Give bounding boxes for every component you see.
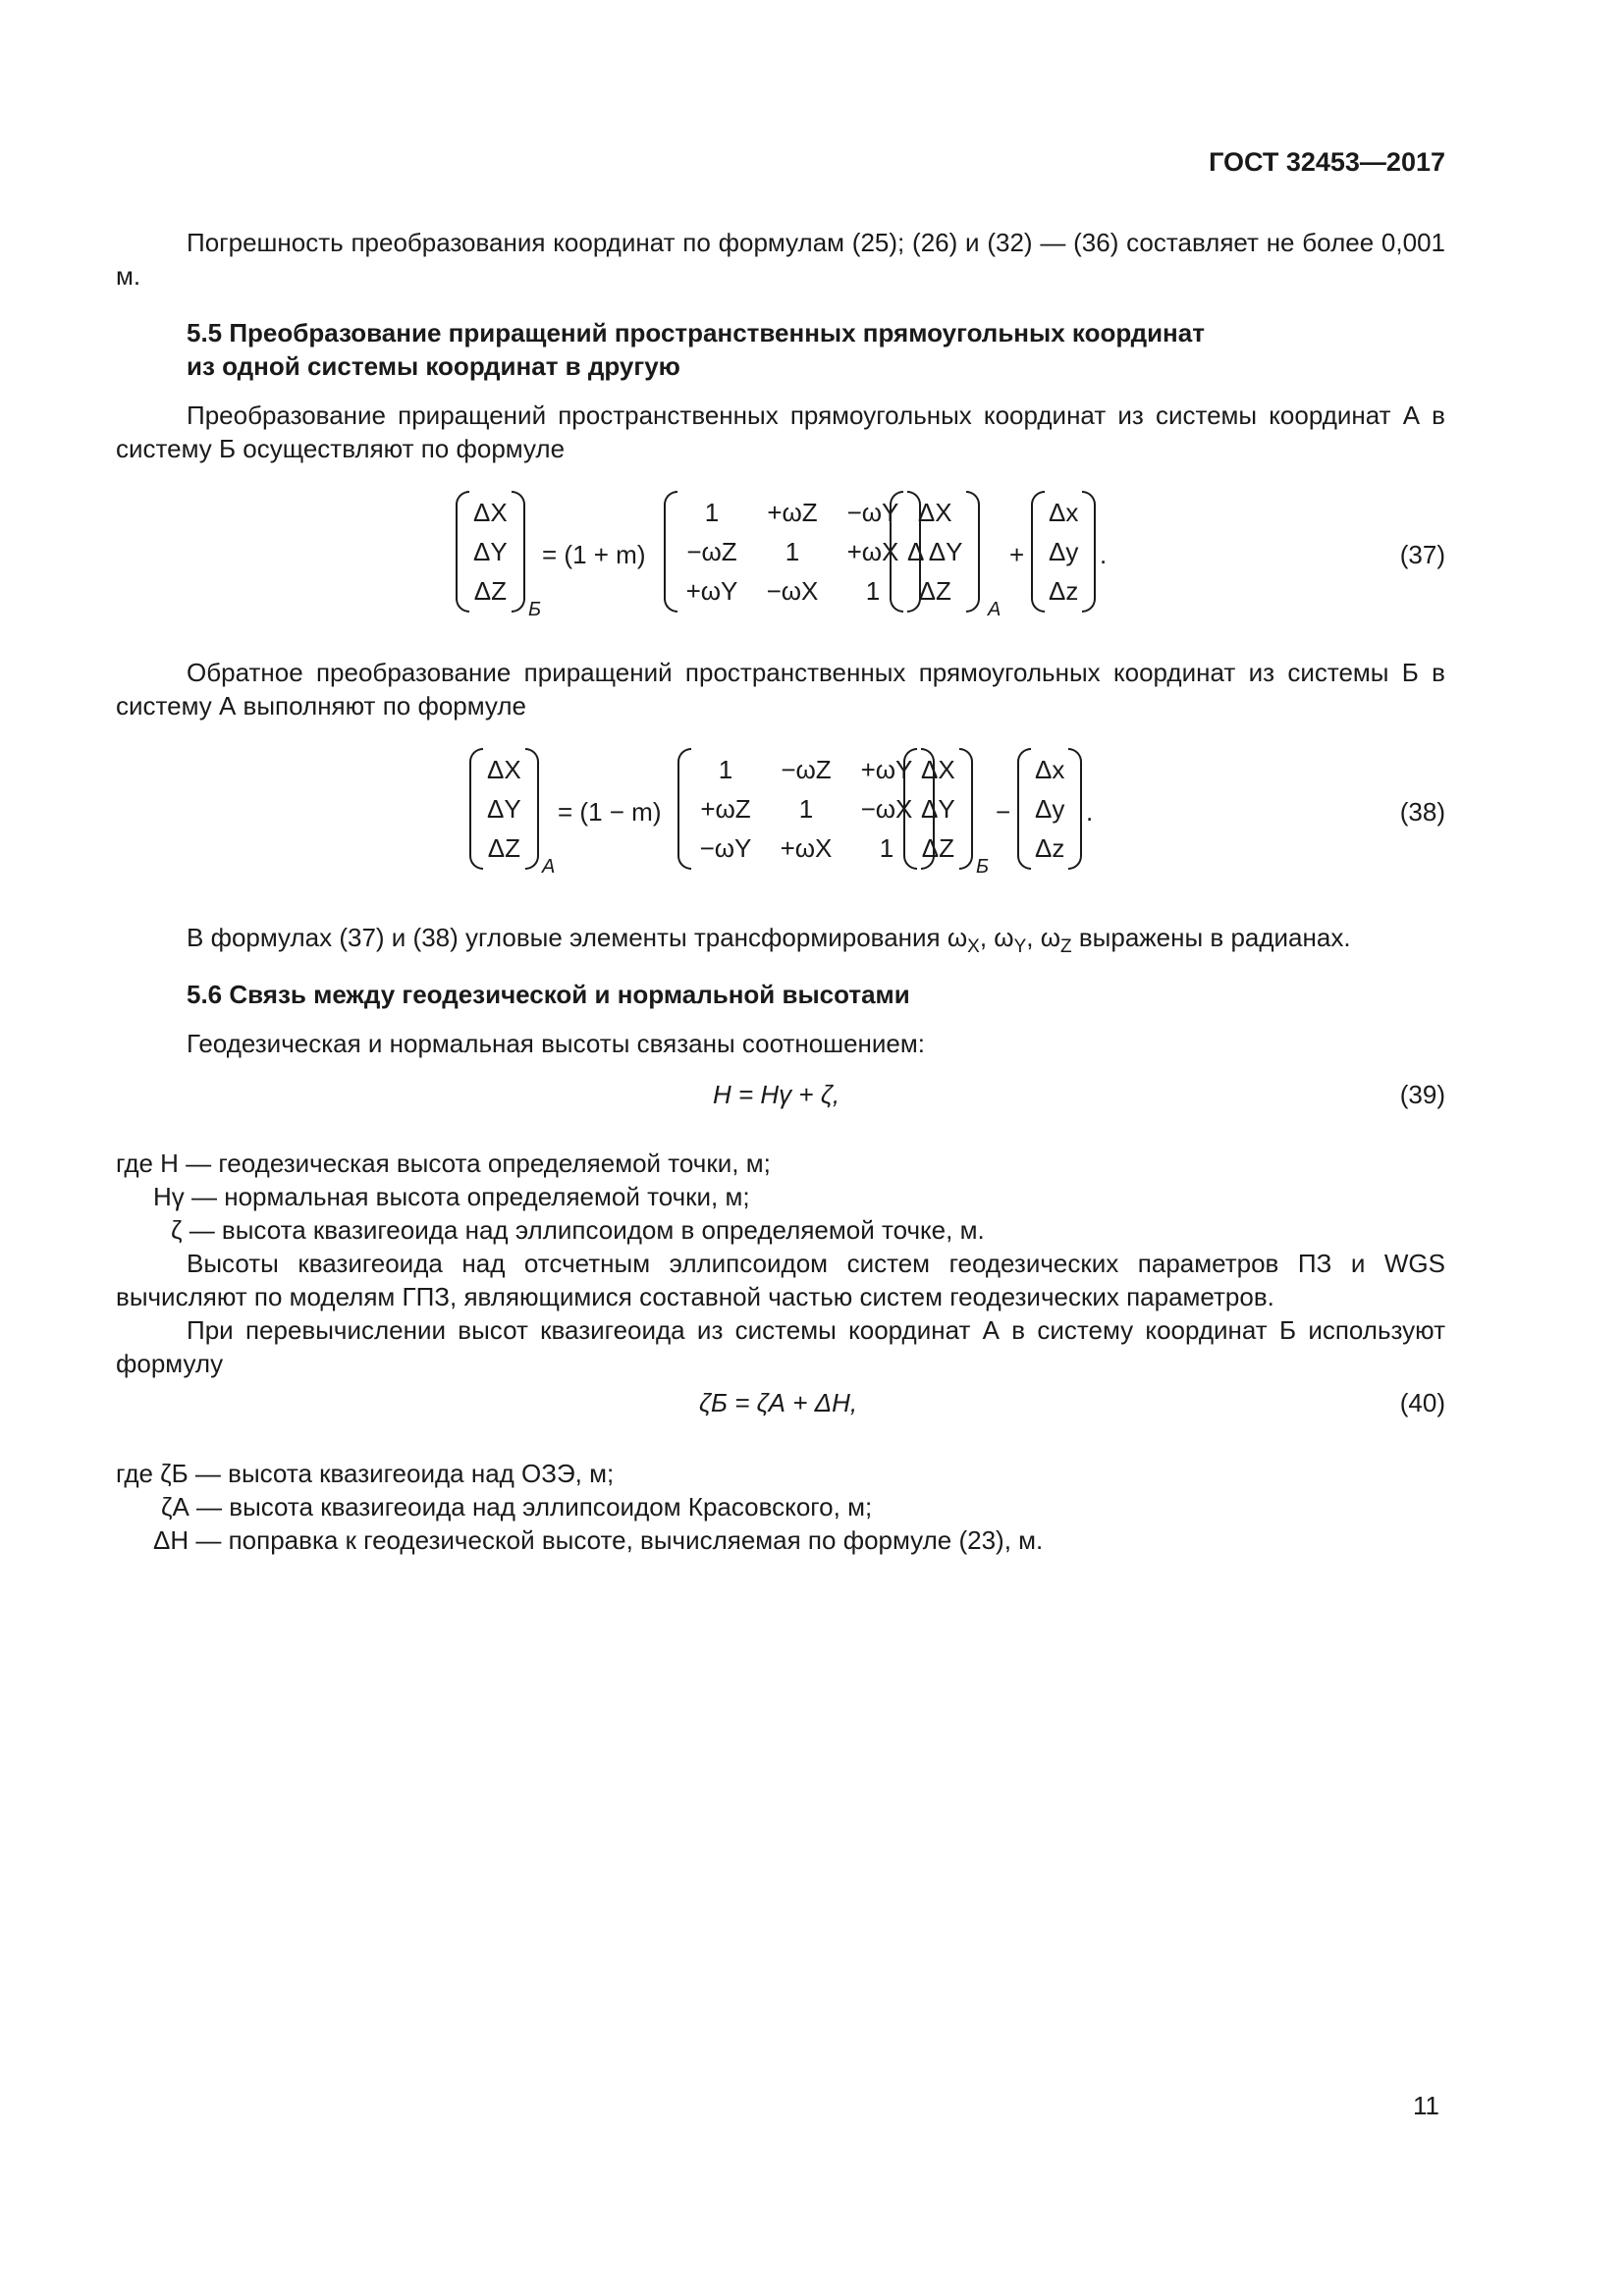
eq38-shift-vector	[1017, 748, 1082, 870]
eq38-lhs-subscript: А	[542, 856, 556, 878]
eq37-vec-0: ΔX	[917, 498, 952, 527]
eq37-m-2: −ωY	[846, 498, 899, 527]
eq37-factor: = (1 + m)	[542, 540, 646, 569]
eq37-vec-1: Δ ΔY	[907, 537, 963, 566]
eq37-vector	[890, 491, 980, 613]
eq38-vector	[903, 748, 973, 870]
eq37-m-1: +ωZ	[767, 498, 818, 527]
eq37-plus: +	[1009, 540, 1025, 569]
eq38-end: .	[1086, 797, 1094, 827]
eq38-m-1: −ωZ	[781, 755, 832, 784]
eq38-vec-subscript: Б	[976, 856, 990, 878]
paragraph-error: Погрешность преобразования координат по формулам (25); (26) и (32) — (36) составляет не более 0,001 м.	[116, 228, 1445, 291]
eq38-lhs-2: ΔZ	[487, 833, 520, 863]
eq38-m-8: 1	[879, 833, 894, 863]
eq37-m-4: 1	[785, 537, 800, 566]
eq37-shift-vector	[1031, 491, 1096, 613]
omega-symbols: $\omega_X$, $\omega_Y$, $\omega_Z$	[947, 923, 1072, 957]
eq37-end: .	[1100, 540, 1108, 569]
section-5-5-title-line2: из одной системы координат в другую	[187, 351, 680, 381]
angles-note-end: выражены в радианах.	[1071, 923, 1351, 952]
document-header: ГОСТ 32453—2017	[1209, 147, 1445, 177]
eq38-m-2: +ωY	[860, 755, 913, 784]
eq38-shift-0: Δx	[1035, 755, 1065, 784]
eq37-m-0: 1	[704, 498, 720, 527]
eq37-shift-0: Δx	[1049, 498, 1079, 527]
angles-note-start: В формулах (37) и (38) угловые элементы трансформирования	[187, 923, 947, 952]
eq37-m-8: 1	[865, 576, 881, 606]
eq37-m-5: +ωX	[846, 537, 899, 566]
eq38-m-4: 1	[798, 794, 814, 824]
eq37-number: (37)	[1399, 540, 1445, 569]
eq38-m-6: −ωY	[699, 833, 752, 863]
eq37-rotation-matrix	[664, 491, 921, 613]
eq37-lhs-subscript: Б	[528, 599, 542, 620]
paragraph-angles-note	[187, 921, 1453, 957]
eq38-vec-0: ΔX	[921, 755, 955, 784]
eq38-lhs-vector	[469, 748, 539, 870]
section-5-5-title-line1: 5.5 Преобразование приращений пространственных прямоугольных координат	[187, 318, 1205, 347]
eq38-factor: = (1 − m)	[558, 797, 662, 827]
eq38-m-5: −ωX	[860, 794, 913, 824]
eq37-lhs-2: ΔZ	[473, 576, 507, 606]
eq38-vec-1: ΔY	[921, 794, 955, 824]
equation-40: ζБ = ζА + ΔH,	[699, 1388, 858, 1417]
where-zeta-a: ζА — высота квазигеоида над эллипсоидом Красовского, м;	[161, 1492, 873, 1522]
eq37-m-3: −ωZ	[686, 537, 737, 566]
eq38-number: (38)	[1399, 797, 1445, 827]
eq37-lhs-vector	[456, 491, 525, 613]
eq38-shift-1: Δy	[1035, 794, 1065, 824]
paragraph-inverse-intro: Обратное преобразование приращений пространственных прямоугольных координат из системы Б в систему А выполняют по формуле	[116, 658, 1445, 721]
eq37-m-7: −ωX	[766, 576, 819, 606]
where-h-gamma: Hγ — нормальная высота определяемой точки, м;	[153, 1182, 750, 1211]
eq38-lhs-0: ΔX	[487, 755, 521, 784]
eq38-shift-2: Δz	[1035, 833, 1065, 863]
eq38-lhs-1: ΔY	[487, 794, 521, 824]
eq37-m-6: +ωY	[685, 576, 738, 606]
where-h: где H — геодезическая высота определяемой точки, м;	[116, 1148, 771, 1178]
eq38-minus: −	[996, 797, 1011, 827]
paragraph-5-5-intro: Преобразование приращений пространственных прямоугольных координат из системы координат А в систему Б осуществляют по формуле	[116, 400, 1445, 463]
eq39-number: (39)	[1399, 1080, 1445, 1109]
eq40-number: (40)	[1399, 1388, 1445, 1417]
eq37-shift-1: Δy	[1049, 537, 1079, 566]
eq38-vec-2: ΔZ	[921, 833, 954, 863]
where-zeta-b: где ζБ — высота квазигеоида над ОЗЭ, м;	[116, 1459, 615, 1488]
eq37-vec-2: ΔZ	[918, 576, 951, 606]
equation-39: H = Hγ + ζ,	[713, 1080, 840, 1109]
equation-38	[0, 748, 1624, 876]
eq38-m-0: 1	[718, 755, 733, 784]
section-5-6-title: 5.6 Связь между геодезической и нормальной высотами	[187, 980, 910, 1009]
eq37-lhs-1: ΔY	[473, 537, 508, 566]
paragraph-recalc: При перевычислении высот квазигеоида из системы координат А в систему координат Б используют формулу	[116, 1315, 1445, 1378]
eq38-m-3: +ωZ	[700, 794, 751, 824]
eq37-vec-subscript: А	[988, 599, 1001, 620]
paragraph-5-6-intro: Геодезическая и нормальная высоты связаны соотношением:	[187, 1029, 925, 1058]
equation-37	[0, 491, 1624, 618]
eq38-m-7: +ωX	[780, 833, 833, 863]
where-zeta: ζ — высота квазигеоида над эллипсоидом в определяемой точке, м.	[171, 1215, 985, 1245]
eq38-rotation-matrix	[677, 748, 935, 870]
eq37-lhs-0: ΔX	[473, 498, 508, 527]
paragraph-models: Высоты квазигеоида над отсчетным эллипсоидом систем геодезических параметров ПЗ и WGS вычисляют по моделям ГПЗ, являющимися составной частью систем геодезических параметров.	[116, 1249, 1445, 1311]
page-number: 11	[1413, 2091, 1439, 2120]
eq37-shift-2: Δz	[1049, 576, 1079, 606]
where-delta-h: ΔH — поправка к геодезической высоте, вычисляемая по формуле (23), м.	[153, 1525, 1044, 1555]
